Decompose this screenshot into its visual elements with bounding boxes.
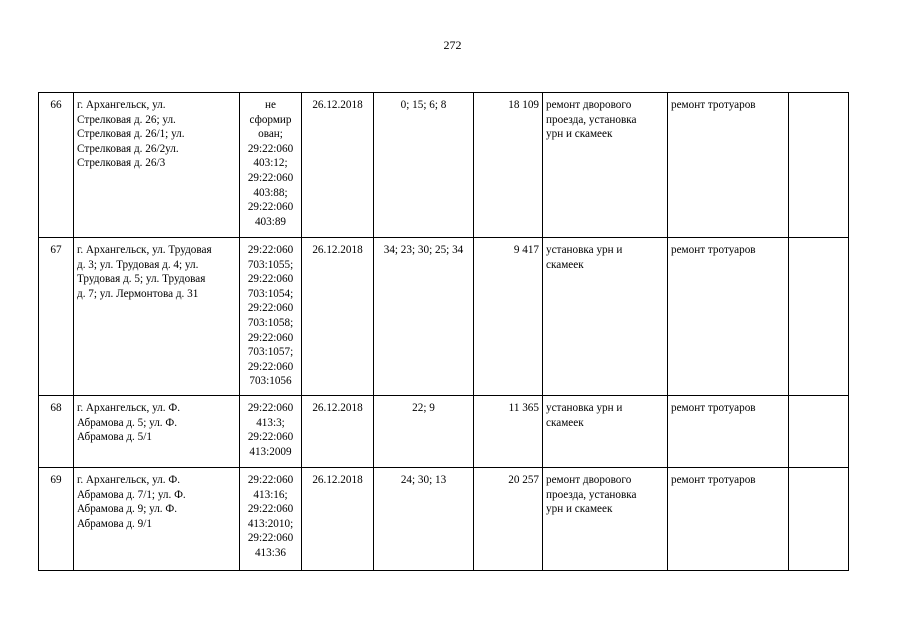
cell-cadastral-numbers-line: 703:1054; <box>247 287 294 300</box>
cell-cadastral-numbers <box>240 238 302 396</box>
cell-cadastral-numbers-line: 29:22:060 <box>247 503 294 516</box>
cell-planned-works-line: проезда, установка <box>546 488 637 501</box>
cell-address-line: Стрелковая д. 26/3 <box>77 157 166 170</box>
cell-cadastral-numbers-line: 29:22:060 <box>247 360 294 373</box>
cell-cadastral-numbers-line: 403:89 <box>254 215 287 228</box>
cell-planned-works <box>543 468 668 571</box>
cell-cadastral-numbers <box>240 396 302 468</box>
cell-cadastral-numbers-line: 29:22:060 <box>247 474 294 486</box>
cell-additional-works-line: ремонт тротуаров <box>671 402 756 414</box>
cell-additional-works <box>668 468 789 571</box>
cell-planned-works-line: установка урн и <box>546 244 623 256</box>
cell-planned-works-line: скамеек <box>546 258 584 271</box>
cell-cadastral-numbers-line: 29:22:060 <box>247 532 294 545</box>
cell-cadastral-numbers-line: 413:3; <box>256 416 285 429</box>
table-row <box>39 93 849 238</box>
cell-address-line: Абрамова д. 5; ул. Ф. <box>77 416 178 429</box>
cell-distances: 0; 15; 6; 8 <box>374 93 474 238</box>
cell-planned-works <box>543 238 668 396</box>
cell-planned-works-line: скамеек <box>546 416 584 429</box>
cell-cadastral-numbers-line: 403:88; <box>253 186 288 199</box>
cell-row-number: 68 <box>39 396 74 468</box>
cell-area: 20 257 <box>474 468 543 571</box>
cell-address-line: г. Архангельск, ул. <box>77 99 166 111</box>
cell-area: 18 109 <box>474 93 543 238</box>
cell-address-line: Абрамова д. 7/1; ул. Ф. <box>77 488 186 501</box>
cell-address-line: г. Архангельск, ул. Ф. <box>77 474 180 486</box>
cell-address-line: д. 3; ул. Трудовая д. 4; ул. <box>77 258 199 271</box>
cell-address <box>74 93 240 238</box>
registry-table <box>38 92 849 571</box>
cell-address <box>74 238 240 396</box>
cell-cadastral-numbers-line: 29:22:060 <box>247 431 294 444</box>
cell-distances: 34; 23; 30; 25; 34 <box>374 238 474 396</box>
cell-cadastral-numbers-line: 703:1058; <box>247 316 294 329</box>
cell-address-line: Стрелковая д. 26/2ул. <box>77 142 179 155</box>
cell-planned-works-line: проезда, установка <box>546 113 637 126</box>
cell-note <box>789 396 849 468</box>
cell-cadastral-numbers-line: 29:22:060 <box>247 171 294 184</box>
cell-note <box>789 238 849 396</box>
cell-cadastral-numbers-line: 29:22:060 <box>247 201 294 214</box>
cell-address-line: Стрелковая д. 26/1; ул. <box>77 128 185 141</box>
cell-cadastral-numbers-line: не <box>265 99 276 111</box>
cell-planned-works-line: установка урн и <box>546 402 623 414</box>
cell-distances: 22; 9 <box>374 396 474 468</box>
cell-planned-works <box>543 93 668 238</box>
cell-distances: 24; 30; 13 <box>374 468 474 571</box>
cell-cadastral-numbers-line: 703:1056 <box>249 375 292 388</box>
cell-address-line: Трудовая д. 5; ул. Трудовая <box>77 273 206 286</box>
cell-cadastral-numbers <box>240 468 302 571</box>
cell-address-line: Стрелковая д. 26; ул. <box>77 113 176 126</box>
cell-cadastral-numbers-line: 29:22:060 <box>247 402 294 414</box>
cell-cadastral-numbers-line: 413:2009 <box>249 445 292 458</box>
cell-cadastral-numbers-line: 413:16; <box>253 488 288 501</box>
cell-area: 11 365 <box>474 396 543 468</box>
cell-additional-works <box>668 238 789 396</box>
cell-additional-works <box>668 396 789 468</box>
cell-row-number: 66 <box>39 93 74 238</box>
cell-additional-works <box>668 93 789 238</box>
cell-area: 9 417 <box>474 238 543 396</box>
cell-address-line: Абрамова д. 9/1 <box>77 517 152 530</box>
cell-cadastral-numbers-line: 29:22:060 <box>247 302 294 315</box>
cell-cadastral-numbers-line: 29:22:060 <box>247 331 294 344</box>
cell-address-line: г. Архангельск, ул. Трудовая <box>77 244 212 256</box>
cell-address-line: Абрамова д. 9; ул. Ф. <box>77 503 178 516</box>
cell-planned-works-line: урн и скамеек <box>546 503 613 516</box>
cell-date: 26.12.2018 <box>302 468 374 571</box>
cell-cadastral-numbers-line: 29:22:060 <box>247 142 294 155</box>
cell-planned-works <box>543 396 668 468</box>
cell-address-line: Абрамова д. 5/1 <box>77 431 152 444</box>
cell-date: 26.12.2018 <box>302 238 374 396</box>
cell-planned-works-line: урн и скамеек <box>546 128 613 141</box>
cell-address-line: д. 7; ул. Лермонтова д. 31 <box>77 287 199 300</box>
cell-cadastral-numbers-line: 703:1055; <box>247 258 294 271</box>
table-row <box>39 238 849 396</box>
cell-date: 26.12.2018 <box>302 396 374 468</box>
cell-row-number: 69 <box>39 468 74 571</box>
cell-note <box>789 93 849 238</box>
cell-cadastral-numbers-line: сформир <box>249 113 292 126</box>
cell-address <box>74 468 240 571</box>
cell-additional-works-line: ремонт тротуаров <box>671 99 756 111</box>
cell-address <box>74 396 240 468</box>
cell-cadastral-numbers-line: 413:2010; <box>247 517 294 530</box>
cell-additional-works-line: ремонт тротуаров <box>671 244 756 256</box>
cell-cadastral-numbers <box>240 93 302 238</box>
cell-cadastral-numbers-line: 703:1057; <box>247 346 294 359</box>
cell-planned-works-line: ремонт дворового <box>546 99 632 111</box>
cell-address-line: г. Архангельск, ул. Ф. <box>77 402 180 414</box>
cell-cadastral-numbers-line: 403:12; <box>253 157 288 170</box>
table-row <box>39 468 849 571</box>
page-number: 272 <box>443 38 462 52</box>
cell-cadastral-numbers-line: ован; <box>258 128 283 141</box>
cell-date: 26.12.2018 <box>302 93 374 238</box>
cell-note <box>789 468 849 571</box>
cell-planned-works-line: ремонт дворового <box>546 474 632 486</box>
table-body <box>39 93 849 571</box>
table-row <box>39 396 849 468</box>
cell-cadastral-numbers-line: 413:36 <box>254 546 287 559</box>
cell-row-number: 67 <box>39 238 74 396</box>
cell-cadastral-numbers-line: 29:22:060 <box>247 273 294 286</box>
cell-cadastral-numbers-line: 29:22:060 <box>247 244 294 256</box>
cell-additional-works-line: ремонт тротуаров <box>671 474 756 486</box>
